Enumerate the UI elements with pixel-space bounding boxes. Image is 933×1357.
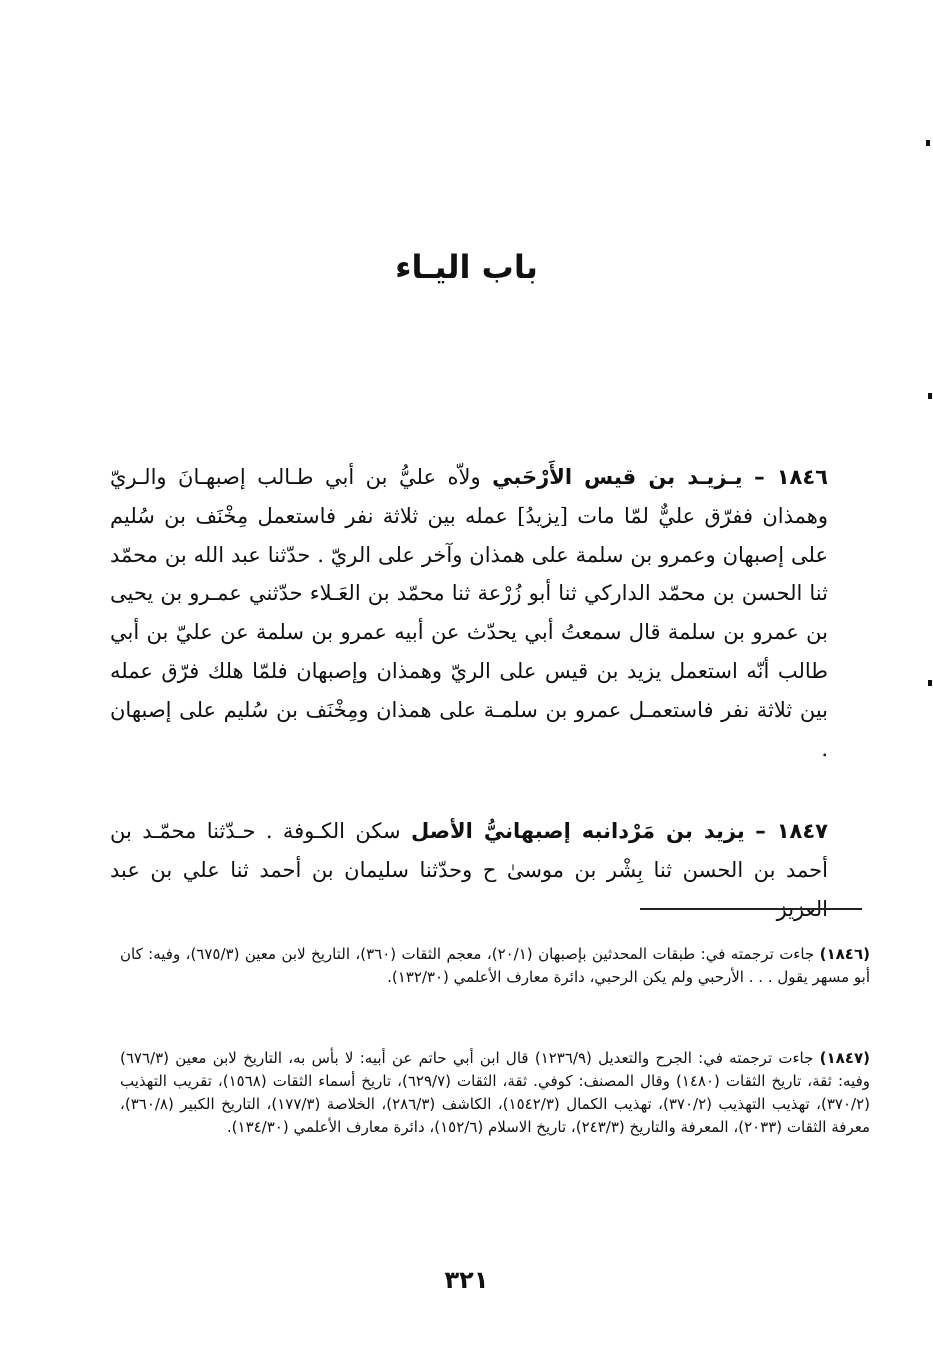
footnote-1847: [120, 1047, 870, 1139]
entry-body: سكن الكـوفة . حـدّثنا محمّـد بن أحمد بن الحسن ثنا بِشْر بن موسىٰ ح وحدّثنا سليمان بن أحمد ثنا علي بن عبد العزيز: [110, 819, 828, 921]
footnote-separator: [640, 908, 862, 910]
entry-body: ولاّه عليُّ بن أبي طـالب إصبهـانَ والـريّ وهمذان ففرّق عليٌّ لمّا مات [يزيدُ] عمله بين ثلاثة نفر فاستعمل مِخْنَف بن سُليم على إصبهان وعمرو بن سلمة على همذان وآخر على الريّ . حدّثنا عبد الله بن محمّد ثنا الحسن بن محمّد الداركي ثنا أبو زُرْعة ثنا محمّد بن العَـلاء حدّثني عمـرو بن يحيى بن عمرو بن سلمة قال سمعتُ أبي يحدّث عن أبيه عمرو بن سلمة عن عليّ بن أبي طالب أنّه استعمل يزيد بن قيس على الريّ وهمذان وإصبهان فلمّا هلك فرّق عمله بين ثلاثة نفر فاستعمـل عمرو بن سلمـة على همذان ومِخْنَف بن سُليم على إصبهان .: [110, 465, 828, 761]
entry-heading: يزيد بن مَرْدانبه إصبهانيُّ الأصل: [410, 819, 745, 843]
entry-number: ١٨٤٧ –: [755, 819, 828, 843]
page-number: ٣٢١: [444, 1266, 489, 1294]
entry-1846: [110, 458, 828, 768]
footnote-1846: [120, 943, 870, 989]
margin-mark: [928, 393, 932, 399]
entry-number: ١٨٤٦ –: [754, 465, 828, 489]
entry-1847: [110, 812, 828, 928]
footnote-number: (١٨٤٧): [819, 1049, 870, 1067]
entry-heading: يـزيـد بن قيس الأَرْحَبي: [492, 465, 743, 489]
chapter-title: باب اليـاء: [395, 248, 538, 286]
margin-mark: [928, 680, 932, 686]
footnote-text: جاءت ترجمته في: الجرح والتعديل (١٢٣٦/٩) قال ابن أبي حاتم عن أبيه: لا بأس به، التاريخ لابن معين (٦٧٦/٣) وفيه: ثقة، تاريخ الثقات (١٤٨٠) وقال المصنف: كوفي. ثقة، الثقات (٦٢٩/٧)، تاريخ أسماء الثقات (١٥٦٨)، تقريب التهذيب (٣٧٠/٢)، تهذيب التهذيب (٣٧٠/٢)، تهذيب الكمال (١٥٤٢/٣)، الكاشف (٢٨٦/٣)، الخلاصة (١٧٧/٣)، التاريخ الكبير (٣٦٠/٨)، معرفة الثقات (٢٠٣٣)، المعرفة والتاريخ (٢٤٣/٣)، تاريخ الاسلام (١٥٢/٦)، دائرة معارف الأعلمي (١٣٤/٣٠).: [120, 1049, 871, 1136]
margin-mark: [926, 140, 930, 146]
footnote-text: جاءت ترجمته في: طبقات المحدثين بإصبهان (٢٠/١)، معجم الثقات (٣٦٠)، التاريخ لابن معين (٦٧٥/٣)، وفيه: كان أبو مسهر يقول . . . الأرحبي ولم يكن الرحبي، دائرة معارف الأعلمي (١٣٢/٣٠).: [120, 945, 870, 986]
footnote-number: (١٨٤٦): [819, 945, 870, 963]
